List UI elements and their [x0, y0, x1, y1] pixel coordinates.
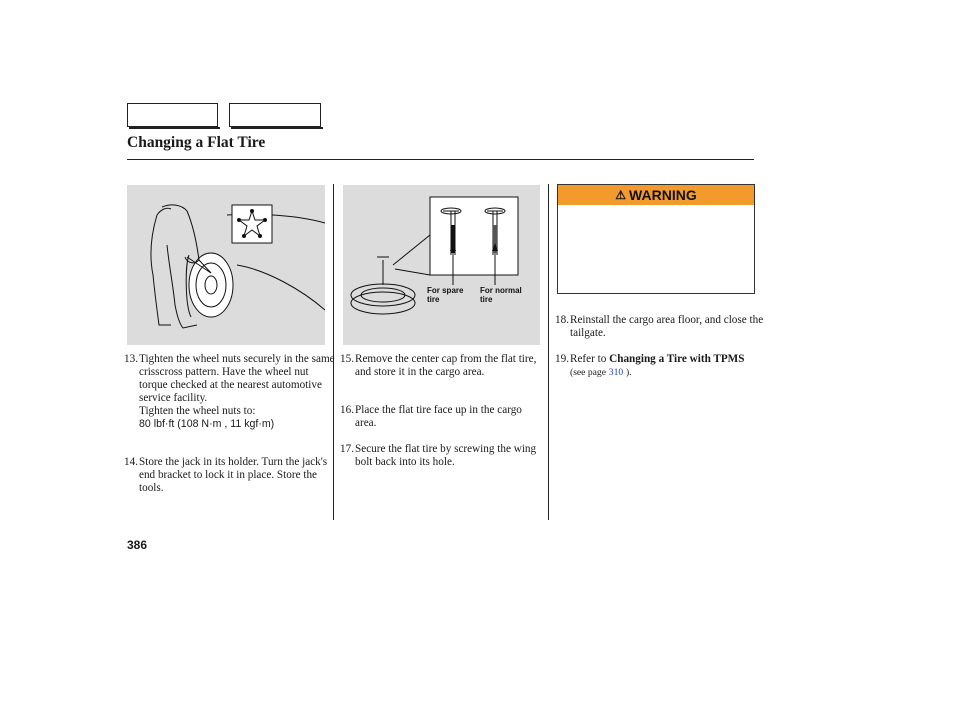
step-18-text: Reinstall the cargo area floor, and close the tailgate. [570, 314, 764, 339]
step-13-sub-label: Tighten the wheel nuts to: [139, 404, 256, 417]
page-title: Changing a Flat Tire [127, 134, 266, 151]
step-15: 15. Remove the center cap from the flat tire, and store it in the cargo area. [340, 353, 543, 379]
normal-tire-caption: For normal tire [480, 286, 522, 304]
spare-tire-caption: For spare tire [427, 286, 464, 304]
title-rule [127, 159, 754, 160]
nav-tab-box-1[interactable] [127, 103, 218, 127]
warning-triangle-icon: ⚠ [615, 188, 627, 202]
step-17: 17. Secure the flat tire by screwing the wing bolt back into its hole. [340, 443, 543, 469]
warning-header [558, 185, 754, 205]
step-19: 19. Refer to Changing a Tire with TPMS (see page 310 ). [555, 353, 745, 378]
step-13: 13. Tighten the wheel nuts securely in the same crisscross pattern. Have the wheel nut torque checked at the nearest automotive service facility. Tighten the wheel nuts to: 80 lbf·ft (108 N·m , 11 kgf·m) [124, 353, 339, 430]
page-link-310[interactable]: 310 [608, 366, 624, 378]
column-divider-2 [548, 184, 549, 520]
step-13-torque: 80 lbf·ft (108 N·m , 11 kgf·m) [139, 417, 275, 430]
warning-label: WARNING [629, 187, 697, 203]
page-number: 386 [127, 538, 148, 552]
step-16-text: Place the flat tire face up in the cargo area. [355, 404, 522, 429]
step-14-text: Store the jack in its holder. Turn the jack's end bracket to lock it in place. Store the tools. [139, 456, 328, 494]
figure-tighten-wheel-nuts [127, 185, 325, 345]
step-16: 16. Place the flat tire face up in the cargo area. [340, 404, 543, 430]
tpms-reference[interactable]: Changing a Tire with TPMS [609, 353, 745, 365]
tighten-nuts-illustration [127, 185, 325, 345]
step-13-text: Tighten the wheel nuts securely in the same crisscross pattern. Have the wheel nut torque checked at the nearest automotive service facility. [139, 353, 335, 404]
nav-tab-box-2[interactable] [229, 103, 321, 127]
step-17-text: Secure the flat tire by screwing the wing bolt back into its hole. [355, 443, 537, 468]
warning-box [557, 184, 755, 294]
figure-wing-bolt [343, 185, 540, 345]
wing-bolt-illustration [343, 185, 540, 345]
step-14: 14. Store the jack in its holder. Turn the jack's end bracket to lock it in place. Store the tools. [124, 456, 339, 495]
step-18: 18. Reinstall the cargo area floor, and close the tailgate. [555, 314, 770, 340]
step-15-text: Remove the center cap from the flat tire, and store it in the cargo area. [355, 353, 537, 378]
